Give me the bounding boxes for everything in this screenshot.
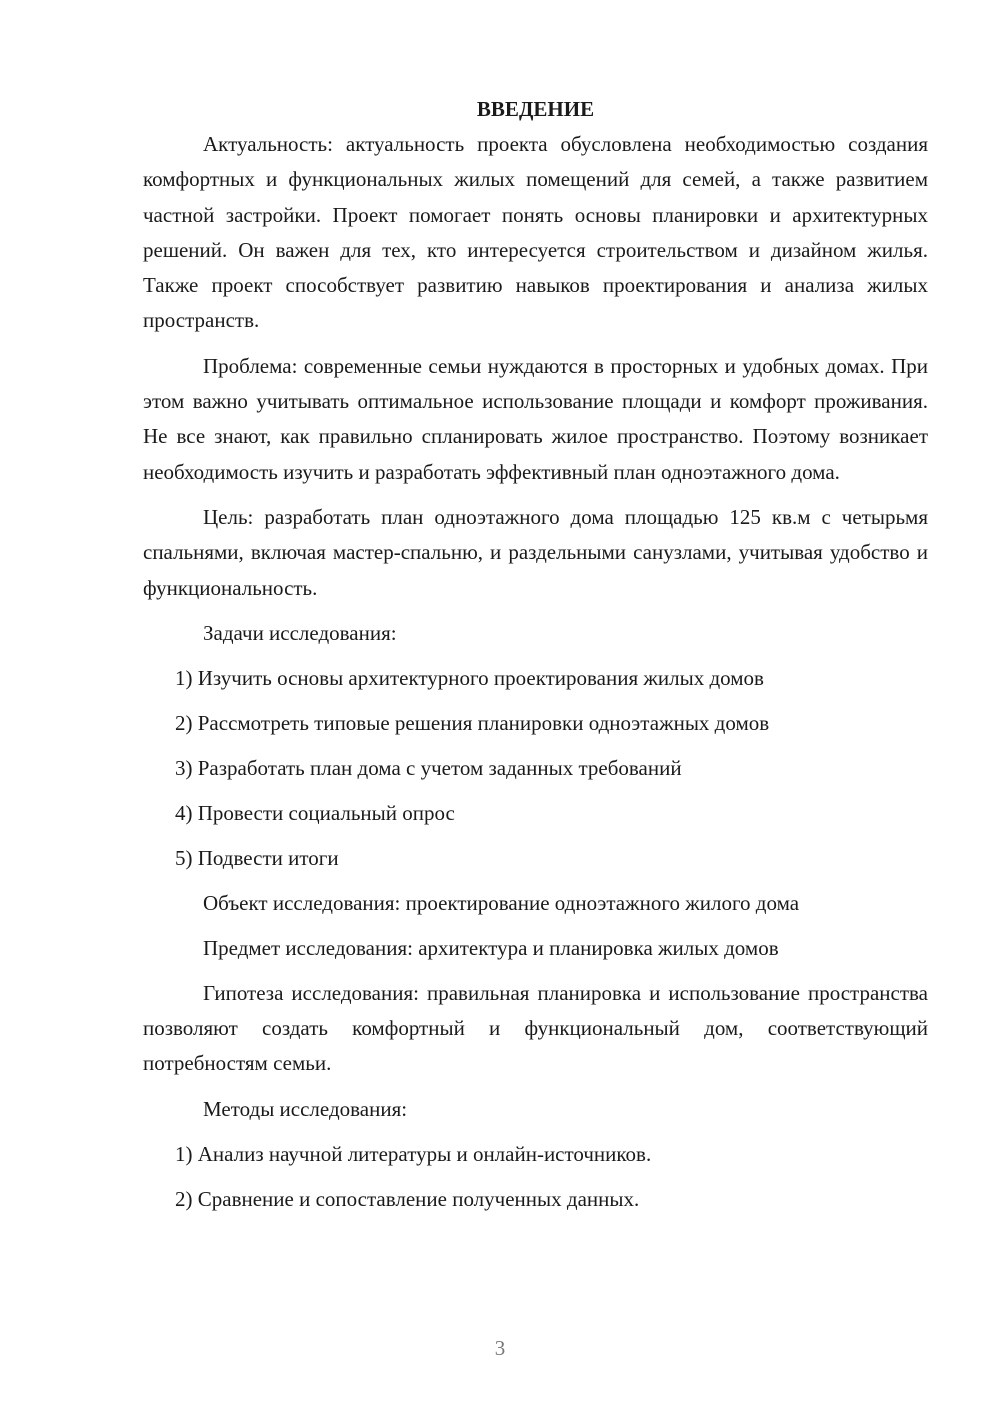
tasks-heading: Задачи исследования: xyxy=(203,620,397,645)
hypothesis-paragraph: Гипотеза исследования: правильная планировка и использование пространства позволяют создать комфортный и функциональный дом, соответствующий потребностям семьи. xyxy=(143,980,928,1076)
goal-paragraph: Цель: разработать план одноэтажного дома площадью 125 кв.м с четырьмя спальнями, включая мастер-спальню, и раздельными санузлами, учитывая удобство и функциональность. xyxy=(143,504,928,600)
section-title: ВВЕДЕНИЕ xyxy=(476,97,595,121)
methods-heading: Методы исследования: xyxy=(203,1096,408,1121)
page-number: 3 xyxy=(494,1336,506,1360)
subject-line: Предмет исследования: архитектура и планировка жилых домов xyxy=(203,935,779,960)
document-page xyxy=(143,92,928,1217)
list-item: 2) Сравнение и сопоставление полученных данных. xyxy=(175,1186,640,1211)
problem-paragraph: Проблема: современные семьи нуждаются в просторных и удобных домах. При этом важно учитывать оптимальное использование площади и комфорт проживания. Не все знают, как правильно спланировать жилое пространство. Поэтому возникает необходимость изучить и разработать эффективный план одноэтажного дома. xyxy=(143,353,928,484)
relevance-paragraph: Актуальность: актуальность проекта обусловлена необходимостью создания комфортных и функциональных жилых помещений для семей, а также развитием частной застройки. Проект помогает понять основы планировки и архитектурных решений. Он важен для тех, кто интересуется строительством и дизайном жилья. Также проект способствует развитию навыков проектирования и анализа жилых пространств. xyxy=(143,132,928,333)
list-item: 4) Провести социальный опрос xyxy=(175,800,455,825)
list-item: 5) Подвести итоги xyxy=(175,845,339,870)
object-line: Объект исследования: проектирование одноэтажного жилого дома xyxy=(203,890,800,915)
list-item: 2) Рассмотреть типовые решения планировки одноэтажных домов xyxy=(175,710,770,735)
list-item: 3) Разработать план дома с учетом заданных требований xyxy=(175,755,682,780)
list-item: 1) Изучить основы архитектурного проектирования жилых домов xyxy=(175,665,764,690)
list-item: 1) Анализ научной литературы и онлайн-источников. xyxy=(175,1141,652,1166)
